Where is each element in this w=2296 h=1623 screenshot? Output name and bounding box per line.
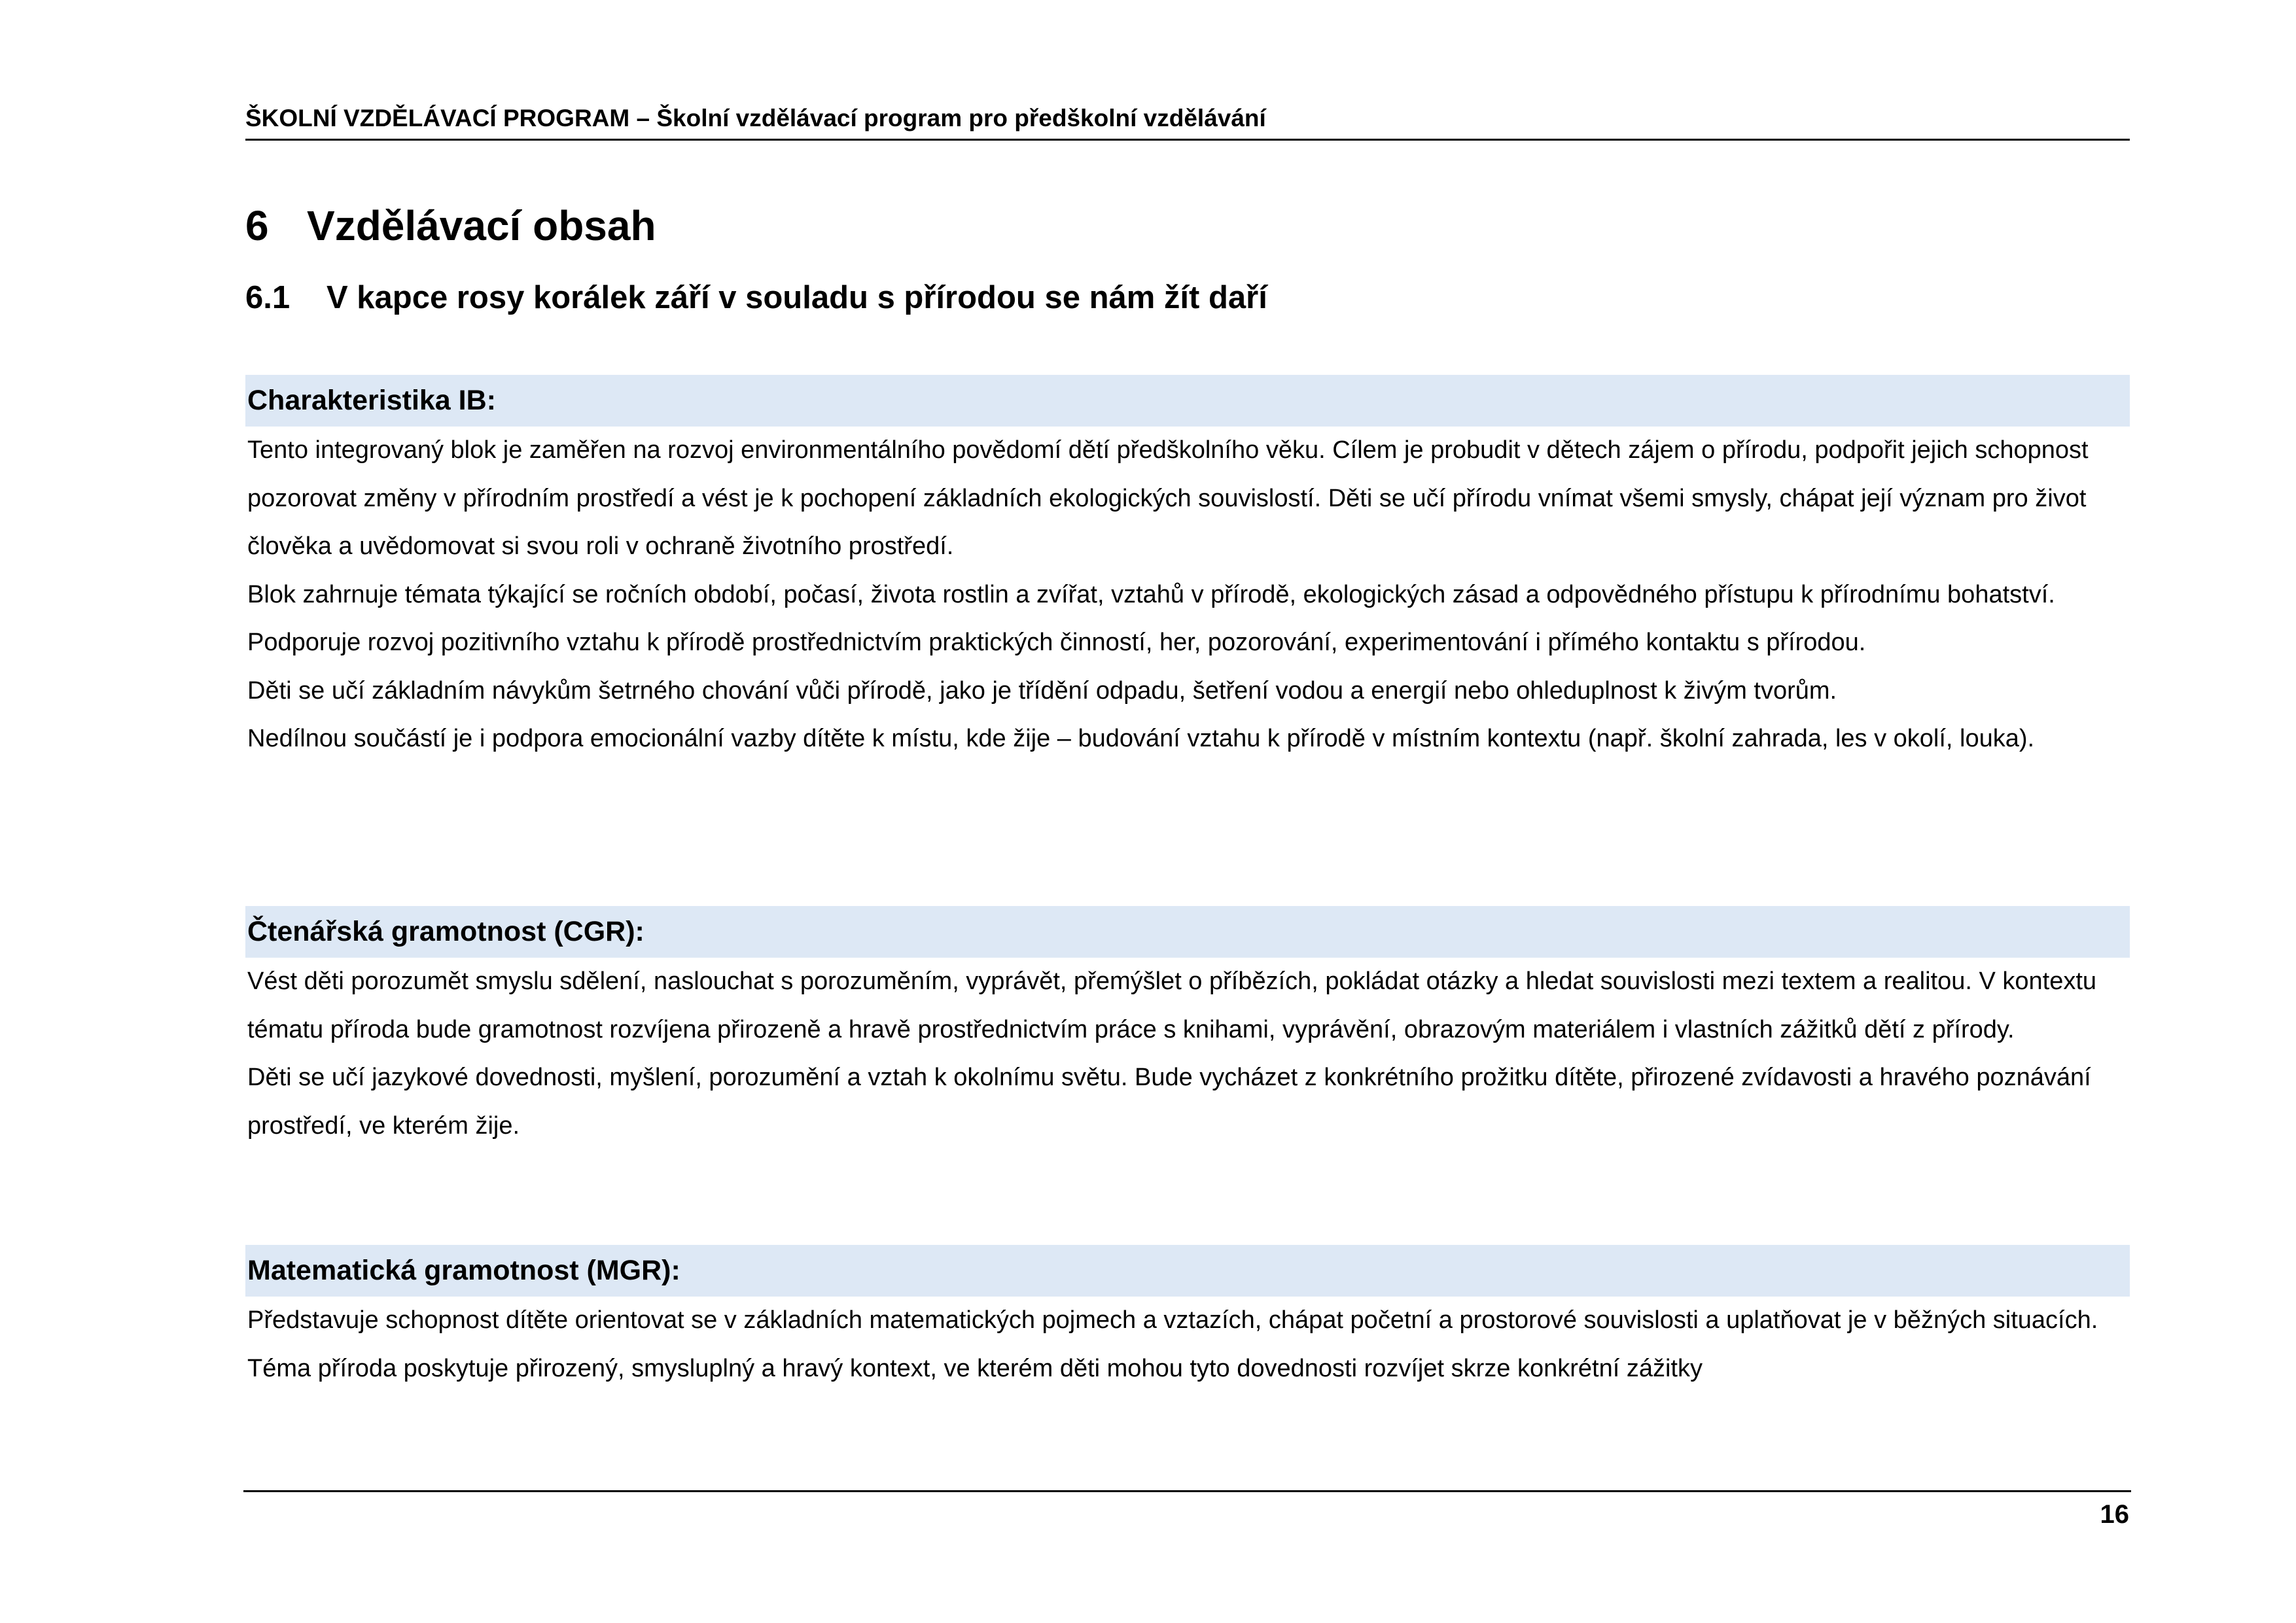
subchapter-heading bbox=[245, 275, 1267, 321]
footer-rule bbox=[243, 1490, 2131, 1492]
running-header bbox=[245, 98, 2130, 141]
section-characteristics bbox=[245, 375, 2130, 763]
running-header-title: ŠKOLNÍ VZDĚLÁVACÍ PROGRAM – Školní vzdělávací program pro předškolní vzdělávání bbox=[245, 105, 1266, 131]
chapter-heading bbox=[245, 200, 656, 252]
section-title: Matematická gramotnost (MGR): bbox=[245, 1245, 2130, 1297]
page-number: 16 bbox=[2100, 1500, 2129, 1529]
section-title: Čtenářská gramotnost (CGR): bbox=[245, 906, 2130, 958]
paragraph: Blok zahrnuje témata týkající se ročních období, počasí, života rostlin a zvířat, vztahů v přírodě, ekologických zásad a odpovědného přístupu k přírodnímu bohatství. Podporuje rozvoj pozitivního vztahu k přírodě prostřednictvím praktických činností, her, pozorování, experimentování i přímého kontaktu s přírodou. bbox=[247, 580, 2055, 656]
paragraph: Děti se učí jazykové dovednosti, myšlení, porozumění a vztah k okolnímu světu. Bude vycházet z konkrétního prožitku dítěte, přirozené zvídavosti a hravého poznávání prostředí, ve kterém žije. bbox=[247, 1064, 2091, 1140]
subchapter-title: V kapce rosy korálek září v souladu s přírodou se nám žít daří bbox=[327, 280, 1267, 315]
paragraph: Tento integrovaný blok je zaměřen na rozvoj environmentálního povědomí dětí předškolního věku. Cílem je probudit v dětech zájem o přírodu, podpořit jejich schopnost pozorovat změny v přírodním prostředí a vést je k pochopení základních ekologických souvislostí. Děti se učí přírodu vnímat všemi smysly, chápat její význam pro život člověka a uvědomovat si svou roli v ochraně životního prostředí. bbox=[247, 436, 2089, 560]
paragraph: Vést děti porozumět smyslu sdělení, naslouchat s porozuměním, vyprávět, přemýšlet o příbězích, pokládat otázky a hledat souvislosti mezi textem a realitou. V kontextu tématu příroda bude gramotnost rozvíjena přirozeně a hravě prostřednictvím práce s knihami, vyprávění, obrazovým materiálem i vlastních zážitků dětí z přírody. bbox=[247, 968, 2097, 1043]
paragraph: Děti se učí základním návykům šetrného chování vůči přírodě, jako je třídění odpadu, šetření vodou a energií nebo ohleduplnost k živým tvorům. bbox=[247, 676, 1837, 705]
chapter-title: Vzdělávací obsah bbox=[307, 202, 656, 249]
section-title: Charakteristika IB: bbox=[245, 375, 2130, 427]
subchapter-number: 6.1 bbox=[245, 280, 291, 315]
section-body bbox=[245, 427, 2130, 763]
section-math-literacy bbox=[245, 1245, 2130, 1393]
chapter-number: 6 bbox=[245, 202, 269, 249]
section-reading-literacy bbox=[245, 906, 2130, 1150]
section-body bbox=[245, 1297, 2130, 1393]
section-body bbox=[245, 958, 2130, 1150]
paragraph: Nedílnou součástí je i podpora emocionální vazby dítěte k místu, kde žije – budování vztahu k přírodě v místním kontextu (např. školní zahrada, les v okolí, louka). bbox=[247, 725, 2035, 752]
paragraph: Představuje schopnost dítěte orientovat se v základních matematických pojmech a vztazích, chápat početní a prostorové souvislosti a uplatňovat je v běžných situacích. Téma příroda poskytuje přirozený, smysluplný a hravý kontext, ve kterém děti mohou tyto dovednosti rozvíjet skrze konkrétní zážitky bbox=[247, 1306, 2098, 1382]
